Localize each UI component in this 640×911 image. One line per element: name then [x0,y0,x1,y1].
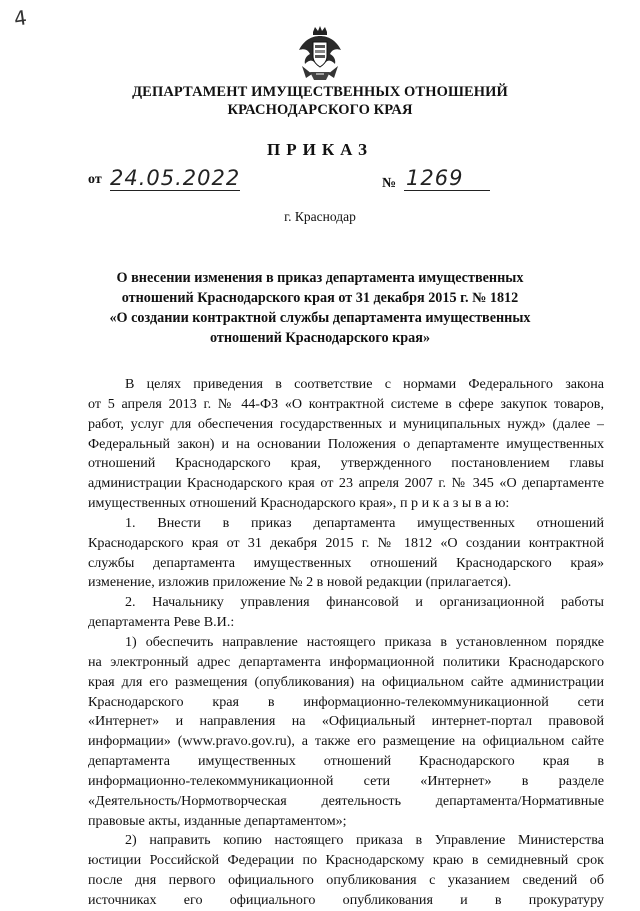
body-line: администрации Краснодарского края от 23 апреля 2007 г. № 345 «О департаменте [88,475,604,492]
body-line: Краснодарского края от 31 декабря 2015 г. № 1812 «О создании контрактной [88,534,604,551]
handwritten-date: 24.05.2022 [110,166,241,190]
body-line: от 5 апреля 2013 г. № 44-ФЗ «О контрактной системе в сфере закупок товаров, [88,395,604,412]
number-prefix: № [382,176,397,191]
department-name-line1: ДЕПАРТАМЕНТ ИМУЩЕСТВЕННЫХ ОТНОШЕНИЙ [132,84,508,100]
body-line: Краснодарского края в информационно-телекоммуникационной сети [88,693,604,710]
coat-of-arms-icon [296,26,344,82]
body-line: 1) обеспечить направление настоящего приказа в установленном порядке [125,633,604,650]
body-line: изменение, изложив приложение № 2 в новой редакции (прилагается). [88,574,512,591]
order-body-text [88,375,604,911]
order-date-row [88,166,241,190]
order-title: ПРИКАЗ [267,140,373,159]
coat-of-arms-emblem [296,26,344,82]
subject-line: «О создании контрактной службы департамента имущественных [109,310,531,326]
body-line: службы департамента имущественных отношений Краснодарского края» [88,554,604,571]
body-line: «Деятельность/Нормотворческая деятельность департамента/Нормативные [88,792,604,809]
subject-line: отношений Краснодарского края» [209,330,431,346]
body-line: Федеральный закон) и на основании Положения о департаменте имущественных [88,435,604,452]
body-line: источниках его официального опубликования и в прокуратуру [88,891,604,908]
body-line: на электронный адрес департамента информационной политики Краснодарского [88,653,604,670]
body-line: «Интернет» и направления на «Официальный интернет-портал правовой [88,713,604,730]
body-line: края для его размещения (опубликования) на официальном сайте администрации [88,673,604,690]
city-line: г. Краснодар [284,209,356,224]
subject-line: О внесении изменения в приказ департамента имущественных [116,270,524,286]
handwritten-number: 1269 [404,166,490,191]
body-line: 2) направить копию настоящего приказа в Управление Министерства [125,832,604,849]
body-line: 2. Начальнику управления финансовой и организационной работы [125,594,604,611]
body-line: имущественных отношений Краснодарского края», п р и к а з ы в а ю: [88,495,510,512]
order-number-row [382,166,464,192]
body-line: после дня первого официального опубликования с указанием сведений об [88,872,604,889]
order-subject [0,268,640,348]
body-line: работ, услуг для обеспечения государственных и муниципальных нужд» (далее – [88,415,604,432]
body-line: В целях приведения в соответствие с нормами Федерального закона [125,376,604,392]
body-line: 1. Внести в приказ департамента имущественных отношений [125,514,604,531]
body-line: информации» (www.pravo.gov.ru), а также его размещение на официальном сайте [88,733,604,750]
body-line: департамента имущественных отношений Краснодарского края в [88,753,604,770]
body-line: департамента Реве В.И.: [88,614,235,631]
body-line: отношений Краснодарского края, утвержденного постановлением главы [88,455,604,472]
body-line: информационно-телекоммуникационной сети «Интернет» в разделе [88,772,604,789]
body-line: юстиции Российской Федерации по Краснодарскому краю в семидневный срок [88,852,604,869]
body-line: правовые акты, изданные департаментом»; [88,812,347,829]
subject-line: отношений Краснодарского края от 31 декабря 2015 г. № 1812 [121,290,519,306]
date-prefix: от [88,172,102,187]
department-name-line2: КРАСНОДАРСКОГО КРАЯ [227,102,413,118]
handwritten-corner-mark: 4 [12,5,29,31]
